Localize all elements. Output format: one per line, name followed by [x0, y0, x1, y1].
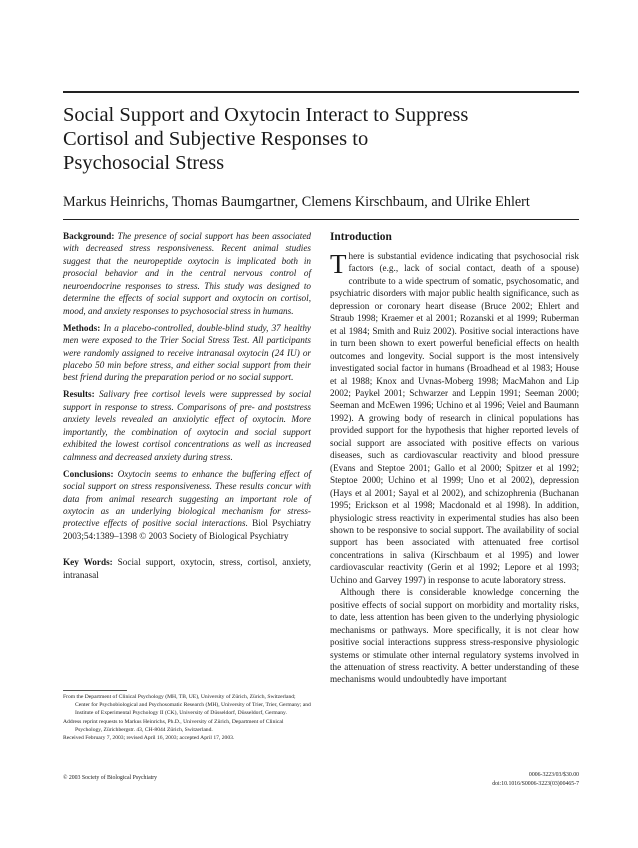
- methods-text: In a placebo-controlled, double-blind study, 37 healthy men were exposed to the Trier Social Stress Test. All participants were randomly assigned to receive intranasal oxytocin (24 IU) or placebo 50 min before stress, and either social support from their best friend during the preparation period or no social support.: [63, 322, 311, 383]
- footnotes: [63, 693, 311, 742]
- keywords-text: Social support, oxytocin, stress, cortisol, anxiety, intranasal: [63, 557, 311, 580]
- intro-paragraph-1: [330, 250, 579, 586]
- abstract-column: [63, 230, 311, 581]
- results-label: Results:: [63, 389, 95, 400]
- conclusions-text: Oxytocin seems to enhance the buffering effect of social support on stress responsiveness. These results concur with data from animal research suggesting an important role of oxytocin as an underlying biological mechanism for stress-protective effects of positive social interactions.: [63, 468, 312, 529]
- reprint-footnote: Address reprint requests to Markus Heinrichs, Ph.D., University of Zürich, Department of Clinical Psychology, Zürichbergstr. 43, CH-8044 Zürich, Switzerland.: [63, 718, 284, 733]
- author-list: Markus Heinrichs, Thomas Baumgartner, Clemens Kirschbaum, and Ulrike Ehlert: [63, 194, 530, 210]
- abstract-results: [63, 388, 311, 463]
- keywords-label: Key Words:: [63, 557, 113, 568]
- intro-paragraph-1-text: here is substantial evidence indicating that psychosocial risk factors (e.g., lack of social contact, death of a spouse) contribute to a wide spectrum of somatic, psychosomatic, and psychiatric disorders with major public health significance, such as depression or coronary heart disease (Bruce 2002; Ehlert and Straub 1998; Kraemer et al 2001; Rozanski et al 1999; Ruberman et al 1984; Smith and Ruiz 2002). Positive social interactions have in turn been shown to exert powerful beneficial effects on health outcomes and longevity. Social support is the most intensively investigated social factor in humans (Broadhead et al 1983; House et al 1988; Knox and Uvnas-Moberg 1998; MacMahon and Lip 2002; Paykel 2001; Schwarzer and Leppin 1991; Seeman 2000; Seeman and McEwen 1996; Uchino et al 1996; Veiel and Baumann 1992). A growing body of research in clinical populations has provided support for the hypothesis that higher reported levels of social support are associated with positive effects on various diseases, such as cardiovascular reactivity and blood pressure (Evans and Steptoe 2001; Gallo et al 2000; Spitzer et al 1992; Steptoe 2000; Uchino et al 1999; Uno et al 2002), depression (Hays et al 2001; Sayal et al 2002), and schizophrenia (Buchanan 1995; Erickson et al 1998; Macdonald et al 1998). In addition, physiologic stress reactivity in experimental studies has also been shown to be responsive to social support. The availability of social support has been associated with attenuated free cortisol concentrations in saliva (Kirschbaum et al 1995) and lower cardiovascular reactivity (Gerin et al 1992; Lepore et al 1993; Uchino and Garvey 1997) in response to acute laboratory stress.: [330, 251, 579, 585]
- intro-paragraph-2: Although there is considerable knowledge concerning the positive effects of social support on morbidity and mortality risks, to date, less attention has been given to the underlying physiologic mechanisms or pathways. More specifically, it is not clear how positive social interactions suppress stress-responsive physiologic systems or stimulate other internal regulatory systems involved in the attenuation of stress reactivity. A better understanding of these mechanisms would undoubtedly have important: [330, 587, 579, 685]
- abstract-conclusions: [63, 468, 311, 543]
- copyright-footer: © 2003 Society of Biological Psychiatry: [63, 775, 158, 781]
- results-text: Salivary free cortisol levels were suppressed by social support in response to stress. Comparisons of pre- and poststress anxiety levels revealed an anxiolytic effect of oxytocin. More importantly, the combination of oxytocin and social support exhibited the lowest cortisol concentrations as well as increased calmness and decreased anxiety during stress.: [63, 389, 311, 462]
- title-line-1: Social Support and Oxytocin Interact to Suppress: [63, 104, 469, 126]
- affiliation-footnote: From the Department of Clinical Psychology (MH, TB, UE), University of Zürich, Zürich, Switzerland; Center for Psychobiological and Psychosomatic Research (MH), University of Trier, Trier, Germany; and Institute of Experimental Psychology II (CK), University of Düsseldorf, Düsseldorf, Germany.: [63, 694, 311, 717]
- article-title: [63, 103, 579, 175]
- abstract-background: [63, 230, 311, 317]
- top-rule: [63, 91, 579, 93]
- title-line-3: Psychosocial Stress: [63, 152, 225, 174]
- keywords: [63, 556, 311, 581]
- footnote-rule: [63, 690, 127, 691]
- title-line-2: Cortisol and Subjective Responses to: [63, 128, 369, 150]
- journal-citation: Biol Psychiatry 2003;54:1389–1398 © 2003 Society of Biological Psychiatry: [63, 518, 312, 541]
- introduction-heading: Introduction: [330, 231, 392, 243]
- authors-rule: [63, 219, 579, 220]
- background-label: Background:: [63, 231, 115, 241]
- abstract-methods: [63, 322, 311, 384]
- background-text: The presence of social support has been associated with decreased stress responsiveness. Recent animal studies suggest that the neuropeptide oxytocin is implicated both in prosocial behavior and in the central nervous control of neuroendocrine responses to stress. This study was designed to determine the effects of social support and oxytocin on cortisol, mood, and anxiety responses to psychosocial stress in humans.: [63, 231, 312, 316]
- introduction-column: [330, 230, 579, 686]
- issn-price: 0006-3223/03/$30.00: [528, 772, 579, 778]
- drop-cap: T: [330, 249, 347, 279]
- methods-label: Methods:: [63, 322, 101, 333]
- received-footnote: Received February 7, 2003; revised April 16, 2003; accepted April 17, 2003.: [63, 735, 235, 742]
- doi: doi:10.1016/S0006-3223(03)00465-7: [492, 780, 579, 787]
- conclusions-label: Conclusions:: [63, 468, 114, 479]
- identifier-footer: [492, 771, 579, 788]
